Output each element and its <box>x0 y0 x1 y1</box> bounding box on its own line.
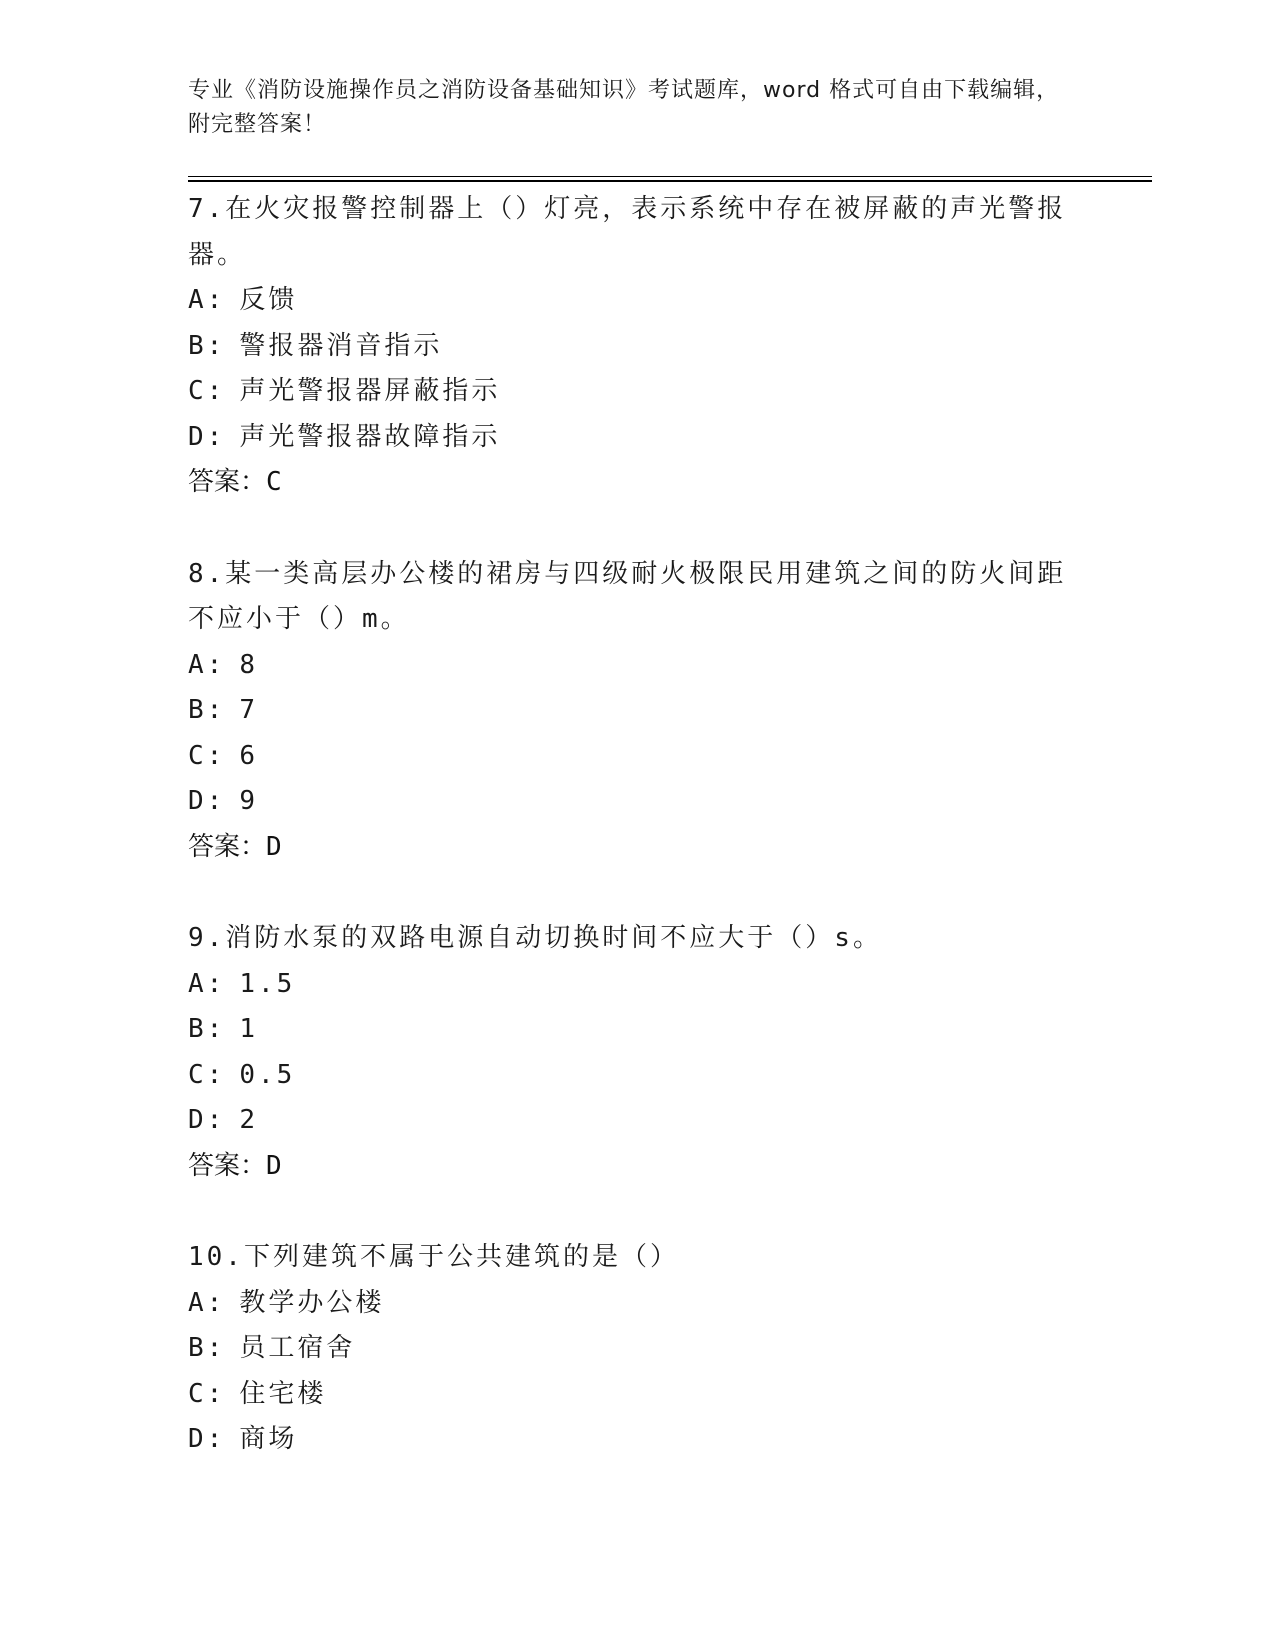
option-text: 6 <box>239 740 258 771</box>
option-text: 员工宿舍 <box>239 1333 356 1363</box>
answer-value: D <box>266 831 282 862</box>
option-c <box>188 1372 1068 1418</box>
option-d <box>188 1098 1068 1144</box>
option-b <box>188 688 1068 734</box>
question-stem: 8.某一类高层办公楼的裙房与四级耐火极限民用建筑之间的防火间距不应小于（）m。 <box>188 558 1067 634</box>
option-letter: A <box>188 649 207 680</box>
option-text: 警报器消音指示 <box>239 330 443 361</box>
document-header: 专业《消防设施操作员之消防设备基础知识》考试题库，word 格式可自由下载编辑，附完整答案！ <box>188 78 1060 137</box>
question-10 <box>188 1235 1068 1463</box>
option-c <box>188 734 1068 780</box>
option-separator: : <box>206 376 226 406</box>
option-text: 商场 <box>239 1424 298 1454</box>
option-text: 1 <box>239 1014 258 1044</box>
question-stem: 9.消防水泵的双路电源自动切换时间不应大于（）s。 <box>188 923 882 953</box>
option-letter: A <box>188 1287 207 1318</box>
answer-label: 答案： <box>188 831 267 862</box>
option-separator: : <box>206 1424 226 1454</box>
answer-line <box>188 1144 1068 1190</box>
option-letter: C <box>188 376 207 406</box>
question-stem: 10.下列建筑不属于公共建筑的是（） <box>188 1242 679 1272</box>
option-text: 声光警报器故障指示 <box>239 421 501 452</box>
answer-value: D <box>266 1150 282 1181</box>
option-d <box>188 779 1068 825</box>
option-a <box>188 962 1068 1008</box>
option-b <box>188 1326 1068 1372</box>
option-separator: : <box>206 1014 226 1044</box>
option-letter: C <box>188 1059 207 1090</box>
option-separator: : <box>206 1287 226 1318</box>
question-list <box>188 187 1068 1509</box>
option-letter: A <box>188 285 207 315</box>
option-separator: : <box>206 330 226 361</box>
option-text: 教学办公楼 <box>239 1287 385 1318</box>
option-a <box>188 278 1068 324</box>
option-letter: B <box>188 330 207 361</box>
option-letter: C <box>188 740 207 771</box>
option-c <box>188 1053 1068 1099</box>
option-b <box>188 324 1068 370</box>
option-text: 8 <box>239 649 258 680</box>
option-letter: D <box>188 1424 207 1454</box>
question-8 <box>188 552 1068 871</box>
option-separator: : <box>206 968 226 999</box>
option-separator: : <box>206 1105 226 1135</box>
option-text: 声光警报器屏蔽指示 <box>239 376 501 406</box>
option-letter: D <box>188 1105 207 1135</box>
question-9 <box>188 916 1068 1189</box>
header-divider-bottom <box>188 180 1152 182</box>
answer-line <box>188 460 1068 506</box>
option-separator: : <box>206 421 226 452</box>
option-b <box>188 1007 1068 1053</box>
option-a <box>188 1281 1068 1327</box>
option-letter: D <box>188 421 207 452</box>
answer-label: 答案： <box>188 467 267 497</box>
option-letter: C <box>188 1378 207 1409</box>
option-d <box>188 415 1068 461</box>
option-letter: D <box>188 786 207 816</box>
question-stem: 7.在火灾报警控制器上（）灯亮，表示系统中存在被屏蔽的声光警报器。 <box>188 194 1067 270</box>
answer-line <box>188 825 1068 871</box>
option-text: 2 <box>239 1105 258 1135</box>
header-divider-top <box>188 176 1152 177</box>
option-separator: : <box>206 1059 226 1090</box>
option-separator: : <box>206 740 226 771</box>
option-c <box>188 369 1068 415</box>
option-d <box>188 1417 1068 1463</box>
option-separator: : <box>206 1333 226 1363</box>
option-letter: B <box>188 1014 207 1044</box>
option-text: 住宅楼 <box>239 1378 327 1409</box>
option-separator: : <box>206 649 226 680</box>
option-separator: : <box>206 695 226 725</box>
option-letter: A <box>188 968 207 999</box>
option-text: 0.5 <box>239 1059 296 1090</box>
option-letter: B <box>188 695 207 725</box>
question-7 <box>188 187 1068 506</box>
option-a <box>188 643 1068 689</box>
option-separator: : <box>206 786 226 816</box>
answer-label: 答案： <box>188 1150 267 1181</box>
option-separator: : <box>206 285 226 315</box>
option-text: 7 <box>239 695 258 725</box>
option-separator: : <box>206 1378 226 1409</box>
option-text: 9 <box>239 786 258 816</box>
answer-value: C <box>266 467 282 497</box>
option-text: 反馈 <box>239 285 298 315</box>
option-letter: B <box>188 1333 207 1363</box>
option-text: 1.5 <box>239 968 296 999</box>
